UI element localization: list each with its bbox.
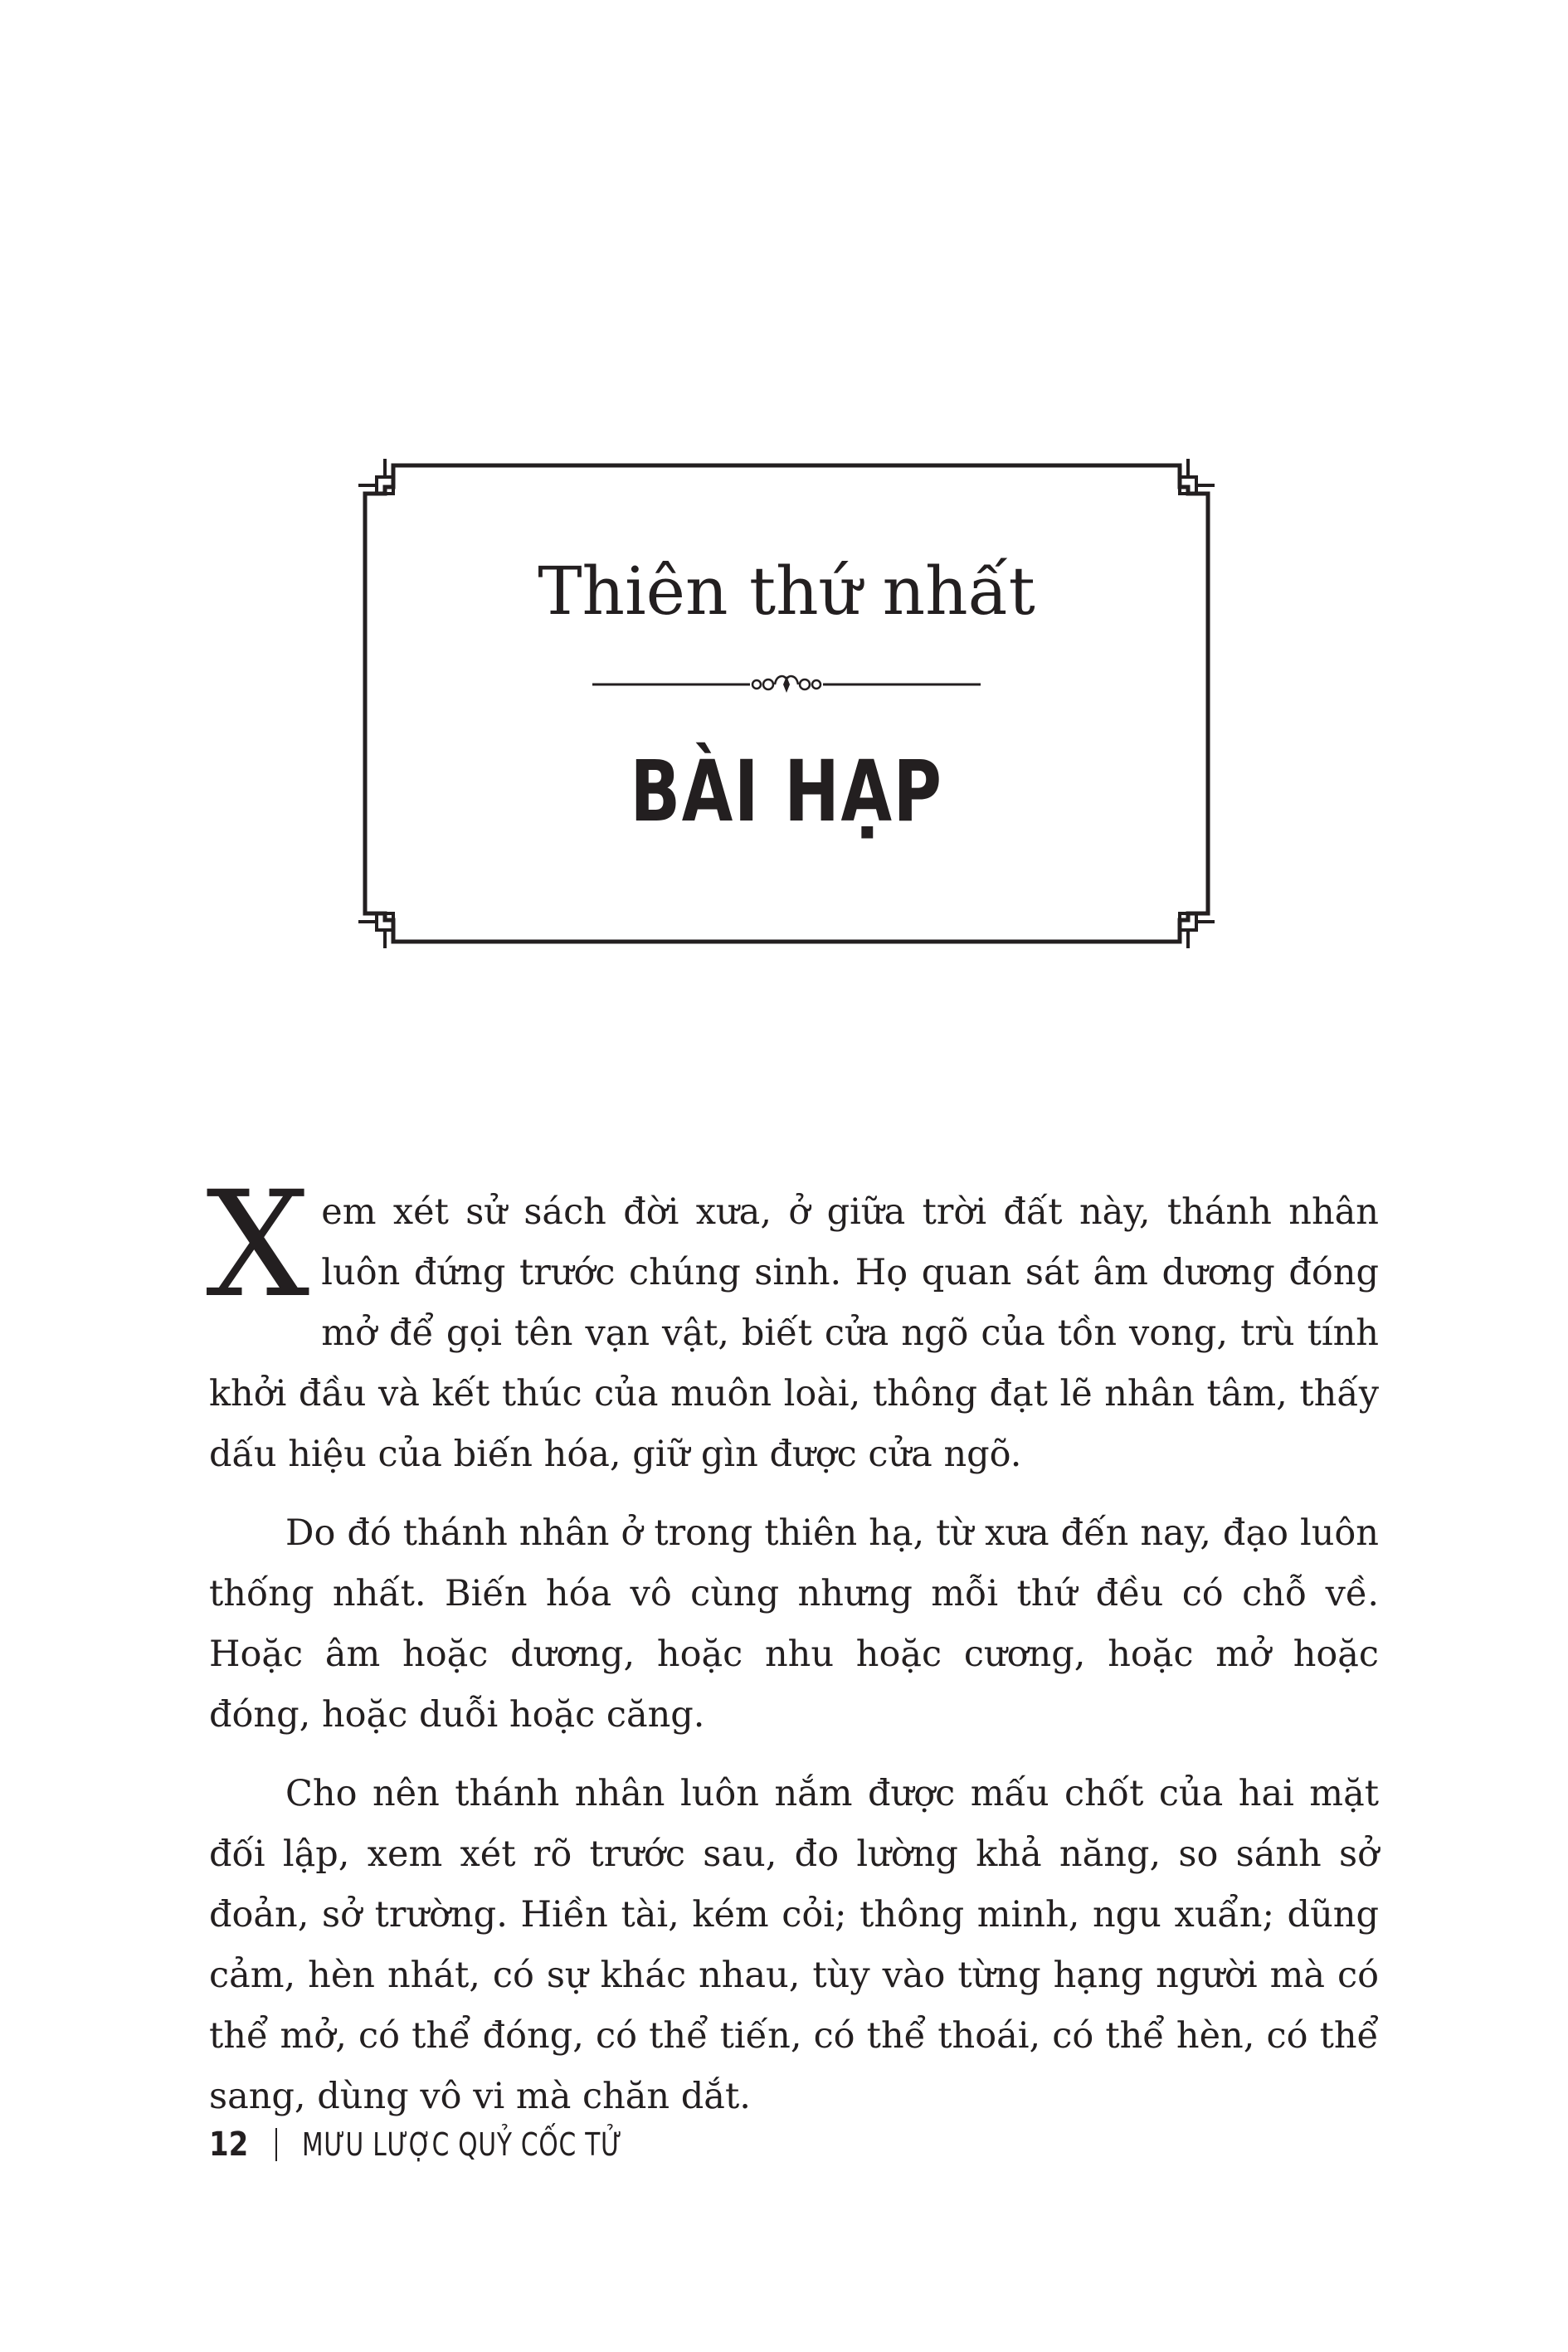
footer-separator — [275, 2128, 277, 2161]
scroll-flourish-icon — [592, 668, 981, 701]
chapter-label: Thiên thứ nhất — [538, 553, 1035, 630]
chapter-title: BÀI HẠP — [630, 743, 943, 841]
chapter-title-frame — [358, 459, 1215, 948]
drop-cap: X — [206, 1160, 310, 1330]
running-book-title: MƯU LƯỢC QUỶ CỐC TỬ — [301, 2126, 622, 2163]
page-number: 12 — [209, 2126, 249, 2164]
paragraph-3: Cho nên thánh nhân luôn nắm được mấu chốt của hai mặt đối lập, xem xét rõ trước sau, đo lường khả năng, so sánh sở đoản, sở trường. Hiền tài, kém cỏi; thông minh, ngu xuẩn; dũng cảm, hèn nhát, có sự khác nhau, tùy vào từng hạng người mà có thể mở, có thể đóng, có thể tiến, có thể thoái, có thể hèn, có thể sang, dùng vô vi mà chăn dắt. — [209, 1773, 1379, 2117]
page-footer — [209, 2120, 713, 2169]
paragraph-1 — [206, 1160, 1379, 1485]
paragraph-2: Do đó thánh nhân ở trong thiên hạ, từ xưa đến nay, đạo luôn thống nhất. Biến hóa vô cùng nhưng mỗi thứ đều có chỗ về. Hoặc âm hoặc dương, hoặc nhu hoặc cương, hoặc mở hoặc đóng, hoặc duỗi hoặc căng. — [209, 1512, 1379, 1736]
body-text — [206, 1160, 1379, 2127]
paragraph-1-text: em xét sử sách đời xưa, ở giữa trời đất này, thánh nhân luôn đứng trước chúng sinh. Họ quan sát âm dương đóng mở để gọi tên vạn vật, biết cửa ngõ của tồn vong, trù tính khởi đầu và kết thúc của muôn loài, thông đạt lẽ nhân tâm, thấy dấu hiệu của biến hóa, giữ gìn được cửa ngõ. — [209, 1191, 1379, 1475]
ornamental-frame-border — [358, 459, 1215, 948]
